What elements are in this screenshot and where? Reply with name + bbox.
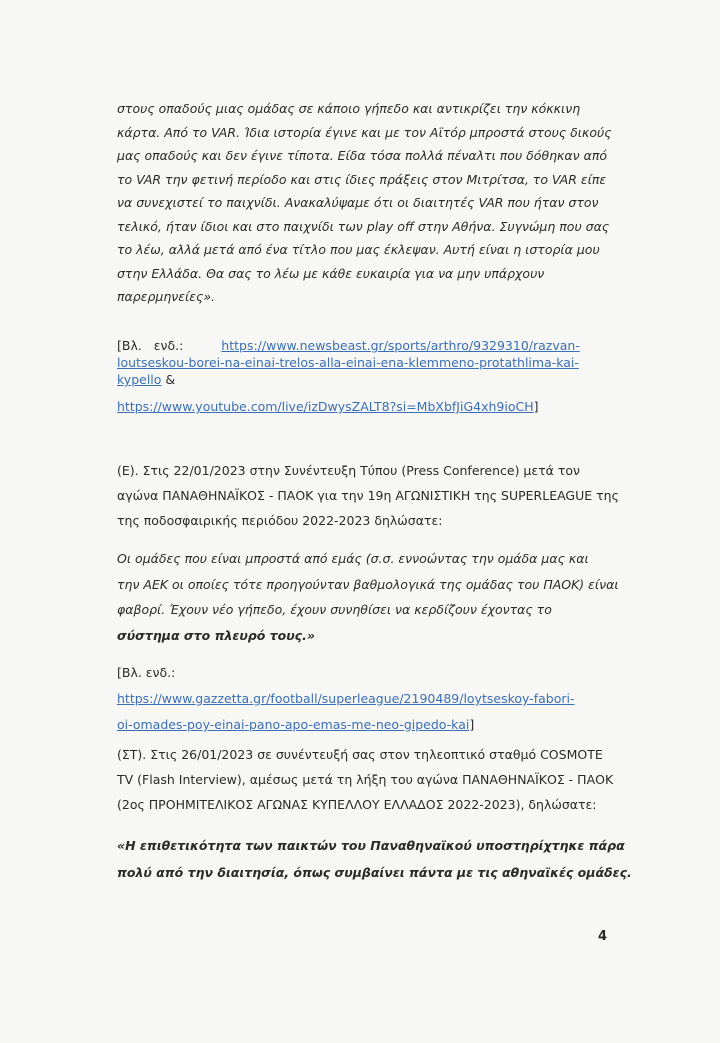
text-line: (2ος ΠΡΟΗΜΙΤΕΛΙΚΟΣ ΑΓΩΝΑΣ ΚΥΠΕΛΛΟΥ ΕΛΛΑΔΟΣ 2022-2023), δηλώσατε: (117, 797, 597, 812)
quote-favorites (117, 546, 619, 648)
bracket-close: ] (533, 399, 539, 414)
text-line: της ποδοσφαιρικής περιόδου 2022-2023 δηλώσατε: (117, 513, 443, 528)
gazzetta-link-cont[interactable]: oi-omades-poy-einai-pano-apo-emas-me-neo-gipedo-kai (117, 717, 470, 732)
text-line: αγώνα ΠΑΝΑΘΗΝΑΪΚΟΣ - ΠΑΟΚ για την 19η ΑΓΩΝΙΣΤΙΚΗ της SUPERLEAGUE της (117, 488, 619, 503)
text-line: στους οπαδούς μιας ομάδας σε κάποιο γήπεδο και αντικρίζει την κόκκινη (117, 101, 581, 116)
page-number: 4 (598, 929, 608, 944)
quote-loutseskou-var (117, 97, 612, 309)
youtube-link[interactable]: https://www.youtube.com/live/izDwysZALT8?si=MbXbfJiG4xh9ioCH (117, 399, 534, 414)
newsbeast-link-end[interactable]: kypello (117, 372, 162, 387)
text-line: τελικό, ήταν ίδιοι και στο παιχνίδι των play off στην Αθήνα. Συγνώμη που σας (117, 218, 610, 234)
text-line: μας οπαδούς και δεν έγινε τίποτα. Είδα τόσα πολλά πέναλτι που δόθηκαν από (117, 148, 607, 163)
text-line: (Ε). Στις 22/01/2023 στην Συνέντευξη Τύπου (Press Conference) μετά τον (117, 463, 581, 478)
reference-1-youtube (117, 397, 607, 417)
text-line: φαβορί. Έχουν νέο γήπεδο, έχουν συνηθίσει να κερδίζουν έχοντας το (117, 602, 552, 617)
text-line: να συνεχιστεί το παιχνίδι. Ανακαλύψαμε ότι οι διαιτητές VAR που ήταν στον (117, 195, 599, 210)
ampersand: & (161, 372, 176, 387)
text-line: Οι ομάδες που είναι μπροστά από εμάς (σ.σ. εννοώντας την ομάδα μας και (117, 551, 589, 566)
text-line: το VAR την φετινή περίοδο και στις ίδιες πράξεις στον Μιτρίτσα, το VAR είπε (117, 171, 607, 187)
reference-2 (117, 660, 607, 738)
text-line: στην Ελλάδα. Θα σας το λέω με κάθε ευκαιρία για να μην υπάρχουν (117, 265, 545, 281)
quote-aggressiveness (117, 832, 632, 886)
section-st (117, 742, 614, 817)
text-line: TV (Flash Interview), αμέσως μετά τη λήξη του αγώνα ΠΑΝΑΘΗΝΑΪΚΟΣ - ΠΑΟΚ (117, 772, 614, 787)
text-line: κάρτα. Από το VAR. Ίδια ιστορία έγινε και με τον Αϊτόρ μπροστά στους δικούς (117, 124, 612, 140)
text-line: παρερμηνείες». (117, 289, 216, 304)
text-line: το λέω, αλλά μετά από ένα τίτλο που μας έκλεψαν. Αυτή είναι η ιστορία μου (117, 242, 600, 257)
text-line: σύστημα στο πλευρό τους.» (117, 627, 315, 643)
section-e (117, 458, 619, 533)
text-line: την ΑΕΚ οι οποίες τότε προηγούνταν βαθμολογικά της ομάδας του ΠΑΟΚ) είναι (117, 576, 619, 592)
newsbeast-link[interactable]: https://www.newsbeast.gr/sports/arthro/9329310/razvan- (221, 338, 580, 353)
newsbeast-link-cont[interactable]: loutseskou-borei-na-einai-trelos-alla-einai-ena-klemmeno-protathlima-kai- (117, 355, 579, 370)
text-line: (ΣΤ). Στις 26/01/2023 σε συνέντευξή σας στον τηλεοπτικό σταθμό COSMOTE (117, 747, 603, 762)
reference-prefix: [Βλ. ενδ.: (117, 338, 184, 353)
bracket-close: ] (469, 717, 475, 732)
text-line: πολύ από την διαιτησία, όπως συμβαίνει πάντα με τις αθηναϊκές ομάδες. (117, 865, 632, 880)
reference-prefix: [Βλ. ενδ.: (117, 665, 176, 680)
reference-1 (117, 337, 607, 388)
text-line: «Η επιθετικότητα των παικτών του Παναθηναϊκού υποστηρίχτηκε πάρα (117, 838, 625, 853)
gazzetta-link[interactable]: https://www.gazzetta.gr/football/superleague/2190489/loytseskoy-fabori- (117, 691, 575, 706)
